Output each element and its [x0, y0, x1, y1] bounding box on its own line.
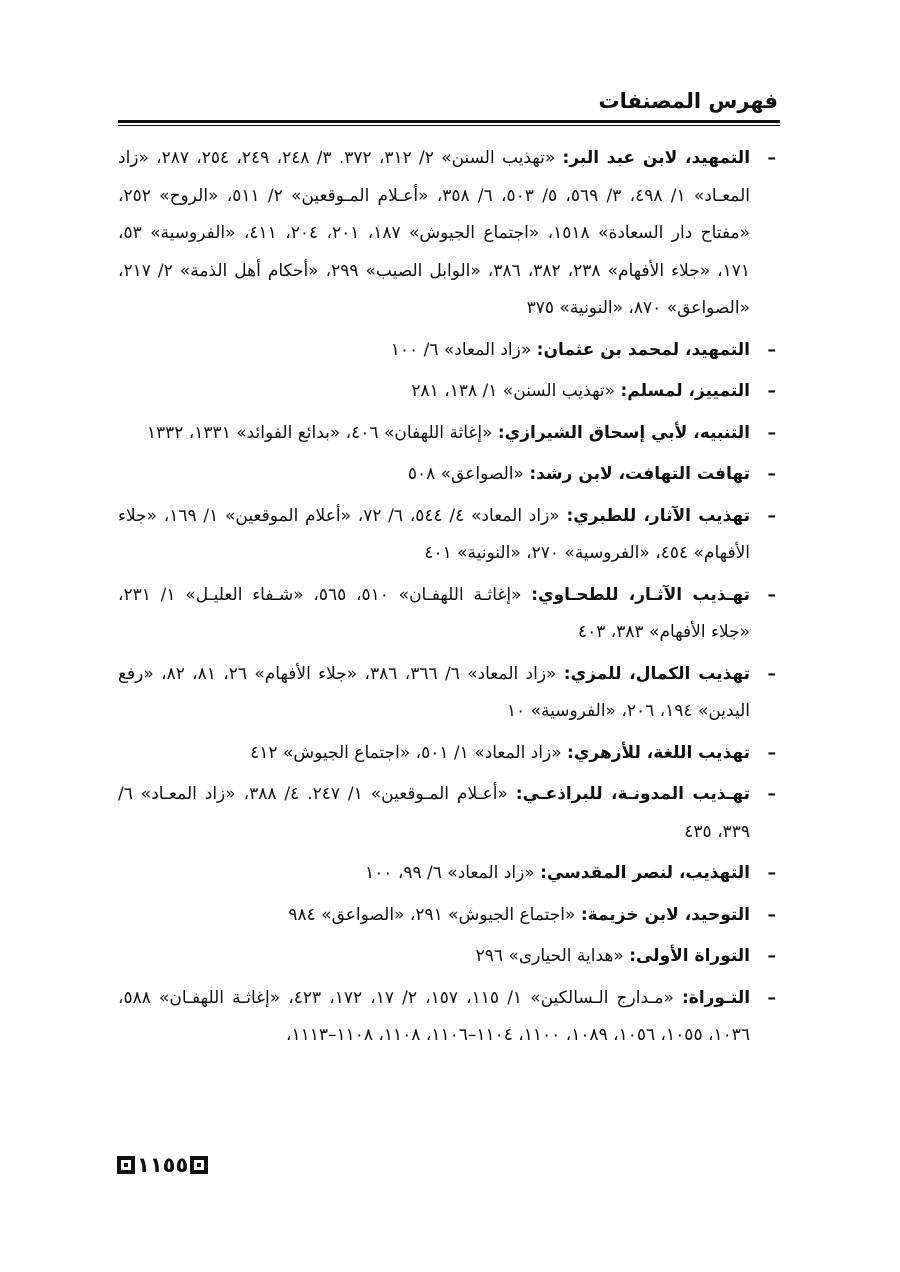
entry-title: تهذيب الآثار، للطبري:	[566, 505, 750, 526]
dash-bullet: –	[767, 946, 776, 966]
page-number: ١١٥٥	[137, 1153, 189, 1177]
entry-title: التـوراة:	[681, 987, 751, 1008]
dash-bullet: –	[767, 339, 776, 360]
dash-bullet: –	[767, 863, 776, 883]
entry-title: التوحيد، لابن خزيمة:	[580, 904, 750, 925]
entry-references: «إغاثة اللهفان» ٤٠٦، «بدائع الفوائد» ١٣٣١، ١٣٣٢	[146, 422, 498, 443]
index-entry	[118, 855, 780, 893]
dash-bullet: –	[767, 464, 776, 484]
index-entry	[118, 938, 780, 976]
dash-bullet: –	[767, 663, 776, 684]
dash-bullet: –	[767, 584, 776, 605]
entry-references: «تهذيب السنن» ٢/ ٣١٢، ٣٧٢. ٣/ ٢٤٨، ٢٤٩، ٢٥٤، ٢٨٧، «زاد المعـاد» ١/ ٤٩٨، ٣/ ٥٦٩، ٥/ ٥٠٣، ٦/ ٣٥٨، «أعـلام المـوقعين» ٢/ ٥١١، «الروح» ٢٥٢، «مفتاح دار السعادة» ١٥١٨، «اجتماع الجيوش» ١٨٧، ٢٠١، ٢٠٤، ٤١١، «الفروسية» ٥٣، ١٧١، «جلاء الأفهام» ٢٣٨، ٣٨٢، ٣٨٦، «الوابل الصيب» ٢٩٩، «أحكام أهل الذمة» ٢/ ٢١٧، «الصواعق» ٨٧٠، «النونية» ٣٧٥	[118, 148, 751, 318]
index-entry	[118, 332, 780, 370]
entry-references: «أعـلام المـوقعين» ١/ ٢٤٧. ٤/ ٣٨٨، «زاد المعـاد» ٦/ ٣٣٩، ٤٣٥	[118, 784, 750, 842]
entry-references: «مـدارج الـسالكين» ١/ ١١٥، ١٥٧، ٢/ ١٧، ١٧٢، ٤٢٣، «إغاثـة اللهفـان» ٥٨٨، ١٠٣٦، ١٠٥٥، ١٠٥٦، ١٠٨٩، ١١٠٠، ١١٠٤–١١٠٦، ١١٠٨، ١١٠٨–١١١٣،	[118, 987, 750, 1045]
page-footer	[117, 1152, 208, 1178]
entry-references: «زاد المعاد» ٦/ ١٠٠	[390, 339, 537, 360]
dash-bullet: –	[767, 422, 776, 443]
entry-title: تهذيب اللغة، للأزهري:	[567, 742, 750, 763]
entry-references: «زاد المعاد» ٤/ ٥٤٤، ٦/ ٧٢، «أعلام الموقعين» ١/ ١٦٩، «جلاء الأفهام» ٤٥٤، «الفروسية» ٢٧٠، «النونية» ٤٠١	[118, 505, 750, 563]
dash-bullet: –	[767, 784, 776, 804]
entry-references: «هداية الحيارى» ٢٩٦	[475, 946, 630, 966]
entry-title: التمييز، لمسلم:	[620, 381, 750, 401]
dash-bullet: –	[767, 505, 776, 526]
entry-references: «اجتماع الجيوش» ٢٩١، «الصواعق» ٩٨٤	[288, 904, 581, 925]
dash-bullet: –	[767, 987, 776, 1008]
entry-references: «زاد المعاد» ١/ ٥٠١، «اجتماع الجيوش» ٤١٢	[250, 742, 568, 763]
dash-bullet: –	[767, 904, 776, 925]
entry-title: التنبيه، لأبي إسحاق الشيرازي:	[497, 422, 750, 443]
index-entry	[118, 897, 780, 935]
entry-title: التمهيد، لمحمد بن عثمان:	[536, 339, 750, 360]
dash-bullet: –	[767, 148, 776, 168]
entry-references: «الصواعق» ٥٠٨	[407, 464, 530, 484]
entry-title: تهذيب الكمال، للمزي:	[563, 663, 751, 684]
entry-title: تهافت التهافت، لابن رشد:	[529, 464, 750, 484]
index-entry	[118, 577, 780, 652]
header-rule-thin	[118, 125, 780, 126]
index-entries	[118, 140, 780, 1059]
ornament-right-icon	[190, 1156, 208, 1174]
page-title: فهرس المصنفات	[598, 89, 778, 113]
page-header	[118, 86, 780, 126]
index-entry	[118, 456, 780, 494]
entry-references: «زاد المعاد» ٦/ ٣٦٦، ٣٨٦، «جلاء الأفهام» ٢٦، ٨١، ٨٢، «رفع اليدين» ١٩٤، ٢٠٦، «الفروسية» ١٠	[118, 663, 750, 721]
dash-bullet: –	[767, 742, 776, 763]
index-entry	[118, 735, 780, 773]
index-entry	[118, 656, 780, 731]
index-entry	[118, 415, 780, 453]
header-rule-thick	[118, 120, 780, 123]
entry-references: «تهذيب السنن» ١/ ١٣٨، ٢٨١	[411, 381, 621, 401]
index-entry	[118, 373, 780, 411]
entry-title: التوراة الأولى:	[629, 946, 750, 966]
entry-title: تهـذيب المدونـة، للبراذعـي:	[515, 784, 751, 804]
index-entry	[118, 498, 780, 573]
index-entry	[118, 776, 780, 851]
entry-references: «زاد المعاد» ٦/ ٩٩، ١٠٠	[365, 863, 541, 883]
entry-title: تهـذيب الآثـار، للطحـاوي:	[531, 584, 750, 605]
entry-title: التمهيد، لابن عبد البر:	[562, 148, 751, 168]
index-entry	[118, 140, 780, 328]
entry-title: التهذيب، لنصر المقدسي:	[540, 863, 750, 883]
ornament-left-icon	[117, 1156, 135, 1174]
index-entry	[118, 980, 780, 1055]
dash-bullet: –	[767, 381, 776, 401]
entry-references: «إغاثـة اللهفـان» ٥١٠، ٥٦٥، «شـفاء العليـل» ١/ ٢٣١، «جلاء الأفهام» ٣٨٣، ٤٠٣	[118, 584, 750, 642]
